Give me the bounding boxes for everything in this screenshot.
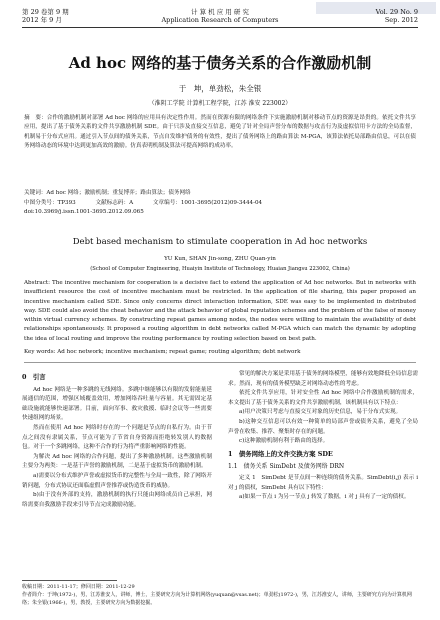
received-date: 收稿日期：2011-11-17；修回日期：2011-12-29 bbox=[22, 584, 135, 590]
class-number: 中图分类号：TP393 bbox=[24, 200, 76, 206]
abstract-en: Abstract: The incentive mechanism for cooperation is a decisive fact to extend the application of Ad hoc networks. But in networks with insufficient resource the cost of incentive mechanism must be restricted. In the application of file sharing, this paper proposed an incentive mechanism called SDE. Since only concerns direct interaction information, SDE was easy to be implemented in distributed way. SDE could also avoid the cheat behavior and the attack behavior of global reputation schemes and the problem of the false of money within virtual currency schemes. By constructing repeat games among nodes, the nodes were willing to maintain the availability of debt relationships spontaneously. It proposed a routing algorithm in debt networks called M-PGA which can match the dynamic by adopting the idea of local routing and improve the routing performance by routing selection based on best path. bbox=[24, 280, 416, 342]
paragraph: a)需要以分布式维护声誉或虚拟货币的完整性与全局一致性，除了网络开销问题，分布式协议还面临虚假声誉推荐或伪造货币的威胁。 bbox=[22, 472, 212, 489]
classification-line bbox=[24, 199, 416, 208]
section-heading-intro: 0 引言 bbox=[22, 373, 46, 381]
paragraph: Ad hoc 网络是一种多跳的无线网络。多跳中继能够以有限的发射能量延展通信的范围，增强区域覆盖效用，增加网络吞吐量与容量。其无需固定基础设施就能够快速部署。目前，面向军事、救灾救援、临时会议等一些需要快速组网的场景。 bbox=[22, 386, 212, 422]
list-item: a)用户决策只考虑与直接交互对象的历史信息，易于分布式实现。 bbox=[239, 409, 402, 416]
journal-cn: 计 算 机 应 用 研 究 bbox=[191, 8, 249, 16]
section-heading-1: 1 债务网络上的文件交换方案 SDE bbox=[228, 449, 333, 458]
list-item: c)这种激励机制有利于路由的选择。 bbox=[239, 438, 329, 445]
paper-title: Ad hoc 网络的基于债务关系的合作激励机制 bbox=[68, 54, 372, 72]
paragraph: b)由于没有外部的支持，激励机制的执行只能由网络成员自己承担，网络需要自我激励手段来引导节点完成激励功能。 bbox=[22, 492, 212, 508]
article-number: 文章编号：1001-3695(2012)09-3444-04 bbox=[152, 200, 263, 206]
english-title: Debt based mechanism to stimulate cooperation in Ad hoc networks bbox=[72, 237, 368, 247]
abstract-separator bbox=[24, 362, 416, 363]
running-header bbox=[22, 8, 418, 38]
header-right bbox=[376, 8, 418, 24]
paragraph: 为解决 Ad hoc 网络的合作问题，提出了多种激励机制。这些激励机制主要分为两类：一是基于声誉的激励机制，二是基于虚拟货币的激励机制。 bbox=[22, 453, 212, 470]
body-column-left bbox=[22, 370, 212, 510]
header-center bbox=[22, 8, 418, 24]
list-item: b)这种交互信息可以有效一种简单的局部声誉或债务关系，避免了全局声誉在收集、推荐、聚集时存在的问题。 bbox=[228, 418, 418, 435]
english-affiliation: (School of Computer Engineering, Huaiyin Institute of Technology, Huaian Jiangsu 223002, China) bbox=[90, 266, 350, 272]
keywords-cn: 关键词：Ad hoc 网络；激励机制；重复博弈；路由算法；债务网络 bbox=[24, 190, 191, 196]
paragraph: 依托文件共享应用，针对安全性 Ad hoc 网络中合作激励机制的需求，本文提出了基于债务关系的文件共享激励机制，该机制具有以下特点： bbox=[228, 390, 418, 406]
document-code: 文献标志码：A bbox=[95, 200, 134, 206]
header-rule bbox=[22, 27, 418, 28]
volume-en: Vol. 29 No. 9 bbox=[375, 8, 418, 16]
footnote-rule bbox=[22, 580, 117, 581]
doi-line: doi:10.3969/j.issn.1001-3695.2012.09.065 bbox=[24, 209, 144, 215]
date-cn: 2012 年 9 月 bbox=[22, 16, 62, 24]
journal-en: Application Research of Computers bbox=[161, 16, 279, 24]
english-authors: YU Kun, SHAN Jin-song, ZHU Quan-yin bbox=[164, 256, 276, 262]
body-column-right bbox=[228, 370, 418, 503]
volume-cn: 第 29 卷第 9 期 bbox=[22, 8, 69, 16]
footnote bbox=[22, 580, 418, 607]
author-list: 于 坤，单劲松，朱全银 bbox=[178, 84, 262, 93]
date-en: Sep. 2012 bbox=[384, 16, 418, 24]
keywords-en: Key words: Ad hoc network; incentive mechanism; repeat game; routing algorithm; debt network bbox=[24, 349, 301, 355]
definition: 定义 1 SimDebt 是节点间一种连续的债务关系。SimDebt(i,j) 表示 i 对 j 的债权，SimDebt 具有以下特性： bbox=[228, 474, 418, 491]
subsection-heading-1-1: 1.1 债务关系 SimDebt 及债务网络 DRN bbox=[228, 463, 345, 471]
affiliation: （淮阴工学院 计算机工程学院，江苏 淮安 223002） bbox=[148, 100, 292, 107]
author-bio: 作者简介：于坤(1972-)，男，江苏淮安人，讲师，博士，主要研究方向为计算机网络(yuquan@vsas.net)；单劲松(1972-)，男，江苏淮安人，讲师，主要研究方向为计算机网络；朱全银(1966-)，男，教授，主要研究方向为数据挖掘。 bbox=[22, 592, 412, 606]
abstract-cn: 摘 要：合作的激励机制对部署 Ad hoc 网络的应用具有决定性作用。然而在资源有限的网络条件下实施激励机制对移动节点的资源是昂贵的。依托文件共享应用，提出了基于债务关系的文件共享激励机制 SDE。由于只涉及直接交互信息，避免了针对全局声誉分布的数据与攻击行为及虚拟信用卡方法的全局监督，机制易于分布式应用。通过引入节点间的债务关系，节点自发维护债务的有效性，提出了债务网络上的路由算法 M-PGA，该算法依托局部路由信息，可以在债务网络动态的环境中达到更加高效的激励。仿真表明机制及算法可提高网络的成功率。 bbox=[24, 115, 416, 149]
paragraph: 然而在使用 Ad hoc 网络时存在的一个问题是节点的自私行为。由于节点之间没有隶属关系，节点可能为了节省自身资源而拒绝转发别人的数据包。对于一个多跳网络，这种不合作的行为将严重影响网络的性能。 bbox=[22, 424, 212, 451]
paragraph: 常见的解决方案是采用基于债务的网络模型，能够有效地降低全局信息需求。然而，现有的债务模型缺乏对网络动态性的考虑。 bbox=[228, 371, 419, 387]
list-item: a)如果一节点 i 为另一节点 j 转发了数据，i 对 j 具有了一定的债权。 bbox=[239, 494, 410, 501]
